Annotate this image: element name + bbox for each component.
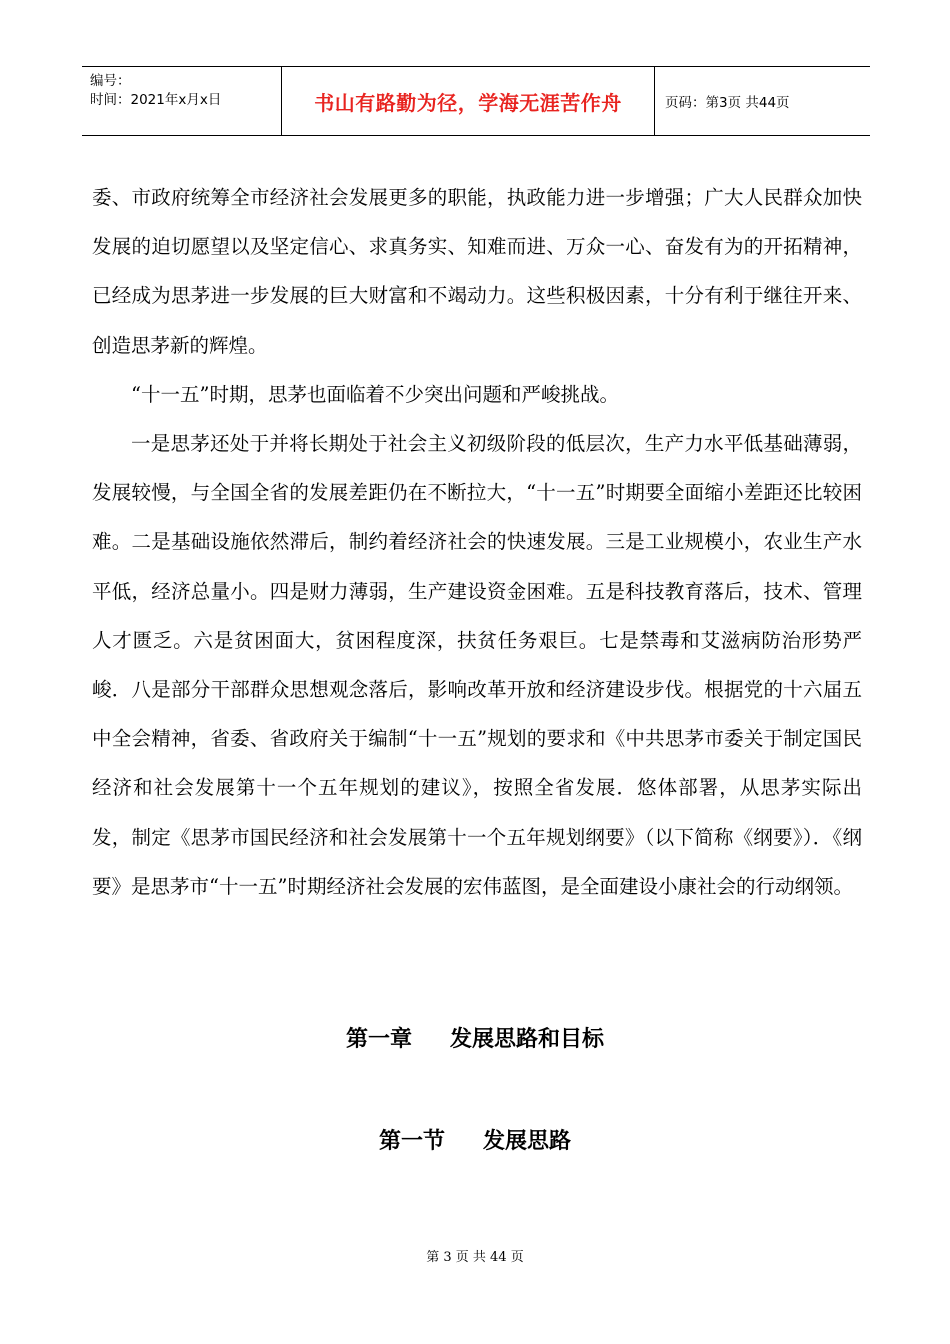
section-title: 发展思路: [483, 1129, 572, 1154]
document-number-label: 编号：: [90, 73, 131, 89]
body-text: [92, 173, 862, 911]
chapter-number: 第一章: [345, 1027, 412, 1052]
paragraph: “十一五”时期，思茅也面临着不少突出问题和严峻挑战。: [131, 382, 619, 406]
document-date: 时间：2021年x月x日: [90, 92, 222, 108]
header-motto-cell: [282, 67, 655, 135]
header-page-cell: [655, 67, 870, 135]
page-header: [82, 66, 870, 136]
paragraph-continuation: 委、市政府统筹全市经济社会发展更多的职能，执政能力进一步增强；广大人民群众加快发展的迫切愿望以及坚定信心、求真务实、知难而进、万众一心、奋发有为的开拓精神，已经成为思茅进一步发展的巨大财富和不竭动力。这些积极因素，十分有利于继往开来、创造思茅新的辉煌。: [92, 186, 862, 357]
section-number: 第一节: [378, 1129, 445, 1154]
header-page-info: 页码：第3页 共44页: [665, 95, 790, 111]
chapter-title: 发展思路和目标: [450, 1027, 605, 1052]
paragraph: 一是思茅还处于并将长期处于社会主义初级阶段的低层次，生产力水平低基础薄弱，发展较慢，与全国全省的发展差距仍在不断拉大，“十一五”时期要全面缩小差距还比较困难。二是基础设施依然滞后，制约着经济社会的快速发展。三是工业规模小，农业生产水平低，经济总量小。四是财力薄弱，生产建设资金困难。五是科技教育落后，技术、管理人才匮乏。六是贫困面大，贫困程度深，扶贫任务艰巨。七是禁毒和艾滋病防治形势严峻．八是部分干部群众思想观念落后，影响改革开放和经济建设步伐。根据党的十六届五中全会精神，省委、省政府关于编制“十一五”规划的要求和《中共思茅市委关于制定国民经济和社会发展第十一个五年规划的建议》，按照全省发展．悠体部署，从思茅实际出发，制定《思茅市国民经济和社会发展第十一个五年规划纲要》（以下简称《纲要》）．《纲要》是思茅市“十一五”时期经济社会发展的宏伟蓝图，是全面建设小康社会的行动纲领。: [92, 432, 862, 898]
section-heading: [0, 1124, 950, 1155]
page-footer: 第 3 页 共 44 页: [426, 1250, 524, 1265]
header-motto: 书山有路勤为径，学海无涯苦作舟: [314, 90, 622, 115]
header-meta-cell: [82, 67, 282, 135]
chapter-heading: [0, 1022, 950, 1053]
